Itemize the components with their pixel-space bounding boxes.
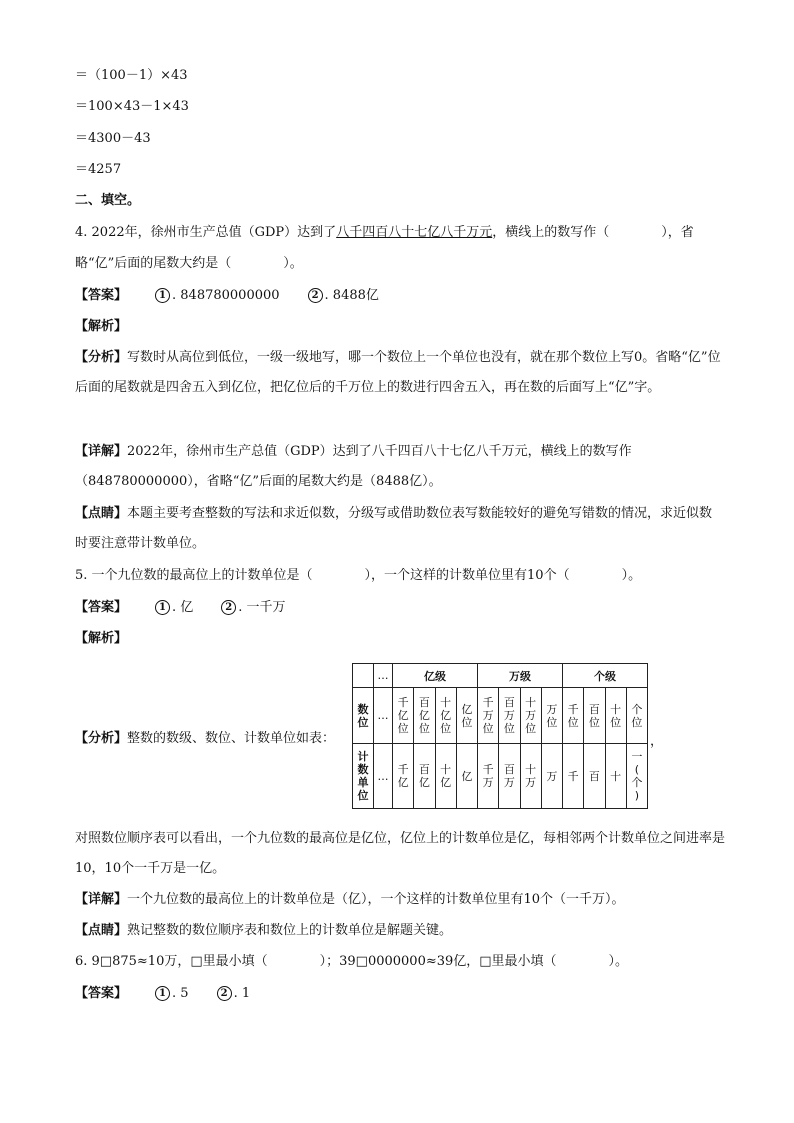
- table-ellipsis: …: [374, 744, 393, 809]
- q4-answer: [75, 287, 379, 305]
- unit-cell: 亿: [456, 744, 477, 809]
- calc-line-4: ＝4257: [75, 162, 122, 177]
- q5-xiangjie: [75, 891, 625, 909]
- row-label-places: 数 位: [353, 688, 374, 744]
- place-cell: 十 万 位: [520, 688, 541, 744]
- dianjing-text: 本题主要考查整数的写法和求近似数，分级写或借助数位表写数能较好的避免写错数的情况，求近似数时要注意带计数单位。: [75, 506, 713, 551]
- q4-question: [75, 224, 694, 242]
- answer-label: 【答案】: [75, 986, 128, 1001]
- unit-cell: 十 亿: [435, 744, 456, 809]
- fenxi-label: 【分析】: [75, 350, 128, 365]
- level-ge: 个级: [563, 664, 648, 688]
- q4-xiangjie: [75, 437, 725, 497]
- q6-question: 6. 9□875≈10万，□里最小填（ ）；39□0000000≈39亿，□里最小填（ ）。: [75, 954, 629, 969]
- place-cell: 十 位: [605, 688, 626, 744]
- unit-cell: 千: [563, 744, 584, 809]
- q5-question: 5. 一个九位数的最高位上的计数单位是（ ），一个这样的计数单位里有10个（ ）。: [75, 568, 642, 583]
- xiangjie-label: 【详解】: [75, 444, 128, 459]
- section-title: 二、填空。: [75, 193, 141, 208]
- xiangjie-text: 2022年，徐州市生产总值（GDP）达到了八千四百八十七亿八千万元，横线上的数写作（848780000000），省略“亿”后面的尾数大约是（8488亿）。: [75, 444, 632, 489]
- q4-analysis-label: 【解析】: [75, 319, 128, 334]
- table-ellipsis: …: [374, 664, 393, 688]
- q5-explain: 对照数位顺序表可以看出，一个九位数的最高位是亿位，亿位上的计数单位是亿，每相邻两个计数单位之间进率是10，10个一千万是一亿。: [75, 831, 726, 876]
- q6-answer-1: . 5: [172, 986, 189, 1001]
- unit-cell: 千 亿: [393, 744, 414, 809]
- q5-answer-2: . 一千万: [238, 600, 286, 615]
- dianjing-label: 【点睛】: [75, 923, 128, 938]
- q4-answer-1: . 848780000000: [172, 288, 280, 303]
- unit-cell: 百 亿: [414, 744, 435, 809]
- calc-line-2: ＝100×43－1×43: [75, 99, 189, 114]
- unit-cell: 千 万: [478, 744, 499, 809]
- q5-answer: [75, 599, 286, 617]
- calc-line-1: ＝（100－1）×43: [75, 68, 188, 83]
- calc-line-3: ＝4300－43: [75, 131, 151, 146]
- q6-answer-2: . 1: [233, 986, 251, 1001]
- circled-number-2: 2: [308, 288, 323, 303]
- unit-cell: 百 万: [499, 744, 520, 809]
- table-corner: [353, 664, 374, 688]
- place-cell: 百 亿 位: [414, 688, 435, 744]
- place-cell: 百 万 位: [499, 688, 520, 744]
- q4-answer-2: . 8488亿: [324, 288, 379, 303]
- unit-cell: 一 ( 个 ): [626, 744, 647, 809]
- fenxi-text: 整数的数级、数位、计数单位如表：: [127, 731, 336, 746]
- q5-answer-1: . 亿: [172, 600, 194, 615]
- place-cell: 千 亿 位: [393, 688, 414, 744]
- answer-label: 【答案】: [75, 600, 128, 615]
- q4-fenxi: [75, 343, 725, 403]
- dianjing-label: 【点睛】: [75, 506, 128, 521]
- place-cell: 十 亿 位: [435, 688, 456, 744]
- q5-fenxi: [75, 730, 335, 748]
- circled-number-2: 2: [217, 986, 232, 1001]
- circled-number-1: 1: [155, 600, 170, 615]
- xiangjie-label: 【详解】: [75, 892, 128, 907]
- circled-number-1: 1: [155, 288, 170, 303]
- place-cell: 万 位: [541, 688, 562, 744]
- table-trailing-comma: ，: [650, 734, 664, 749]
- dianjing-text: 熟记整数的数位顺序表和数位上的计数单位是解题关键。: [127, 923, 453, 938]
- unit-cell: 百: [584, 744, 605, 809]
- q4-prefix: 4. 2022年，徐州市生产总值（GDP）达到了: [75, 225, 337, 240]
- xiangjie-text: 一个九位数的最高位上的计数单位是（亿），一个这样的计数单位里有10个（一千万）。: [127, 892, 625, 907]
- circled-number-1: 1: [155, 986, 170, 1001]
- place-cell: 千 位: [563, 688, 584, 744]
- unit-cell: 十 万: [520, 744, 541, 809]
- place-cell: 亿 位: [456, 688, 477, 744]
- q6-answer: [75, 985, 250, 1003]
- level-yi: 亿级: [393, 664, 478, 688]
- q5-dianjing: [75, 922, 452, 940]
- q4-dianjing: [75, 499, 725, 559]
- q4-underlined-text: 八千四百八十七亿八千万元: [336, 225, 493, 240]
- fenxi-label: 【分析】: [75, 731, 128, 746]
- unit-cell: 万: [541, 744, 562, 809]
- row-label-units: 计 数 单 位: [353, 744, 374, 809]
- level-wan: 万级: [478, 664, 563, 688]
- fenxi-text: 写数时从高位到低位，一级一级地写，哪一个数位上一个单位也没有，就在那个数位上写0。省略“亿”位后面的尾数就是四舍五入到亿位，把亿位后的千万位上的数进行四舍五入，再在数的后面写上“亿”字。: [75, 350, 721, 395]
- q4-suffix: ，横线上的数写作（ ），省: [492, 225, 694, 240]
- q5-analysis-label: 【解析】: [75, 631, 128, 646]
- place-value-table: [352, 663, 648, 809]
- place-cell: 百 位: [584, 688, 605, 744]
- answer-label: 【答案】: [75, 288, 128, 303]
- place-cell: 千 万 位: [478, 688, 499, 744]
- circled-number-2: 2: [221, 600, 236, 615]
- table-ellipsis: …: [374, 688, 393, 744]
- unit-cell: 十: [605, 744, 626, 809]
- place-cell: 个 位: [626, 688, 647, 744]
- q4-question-line2: 略“亿”后面的尾数大约是（ ）。: [75, 256, 303, 271]
